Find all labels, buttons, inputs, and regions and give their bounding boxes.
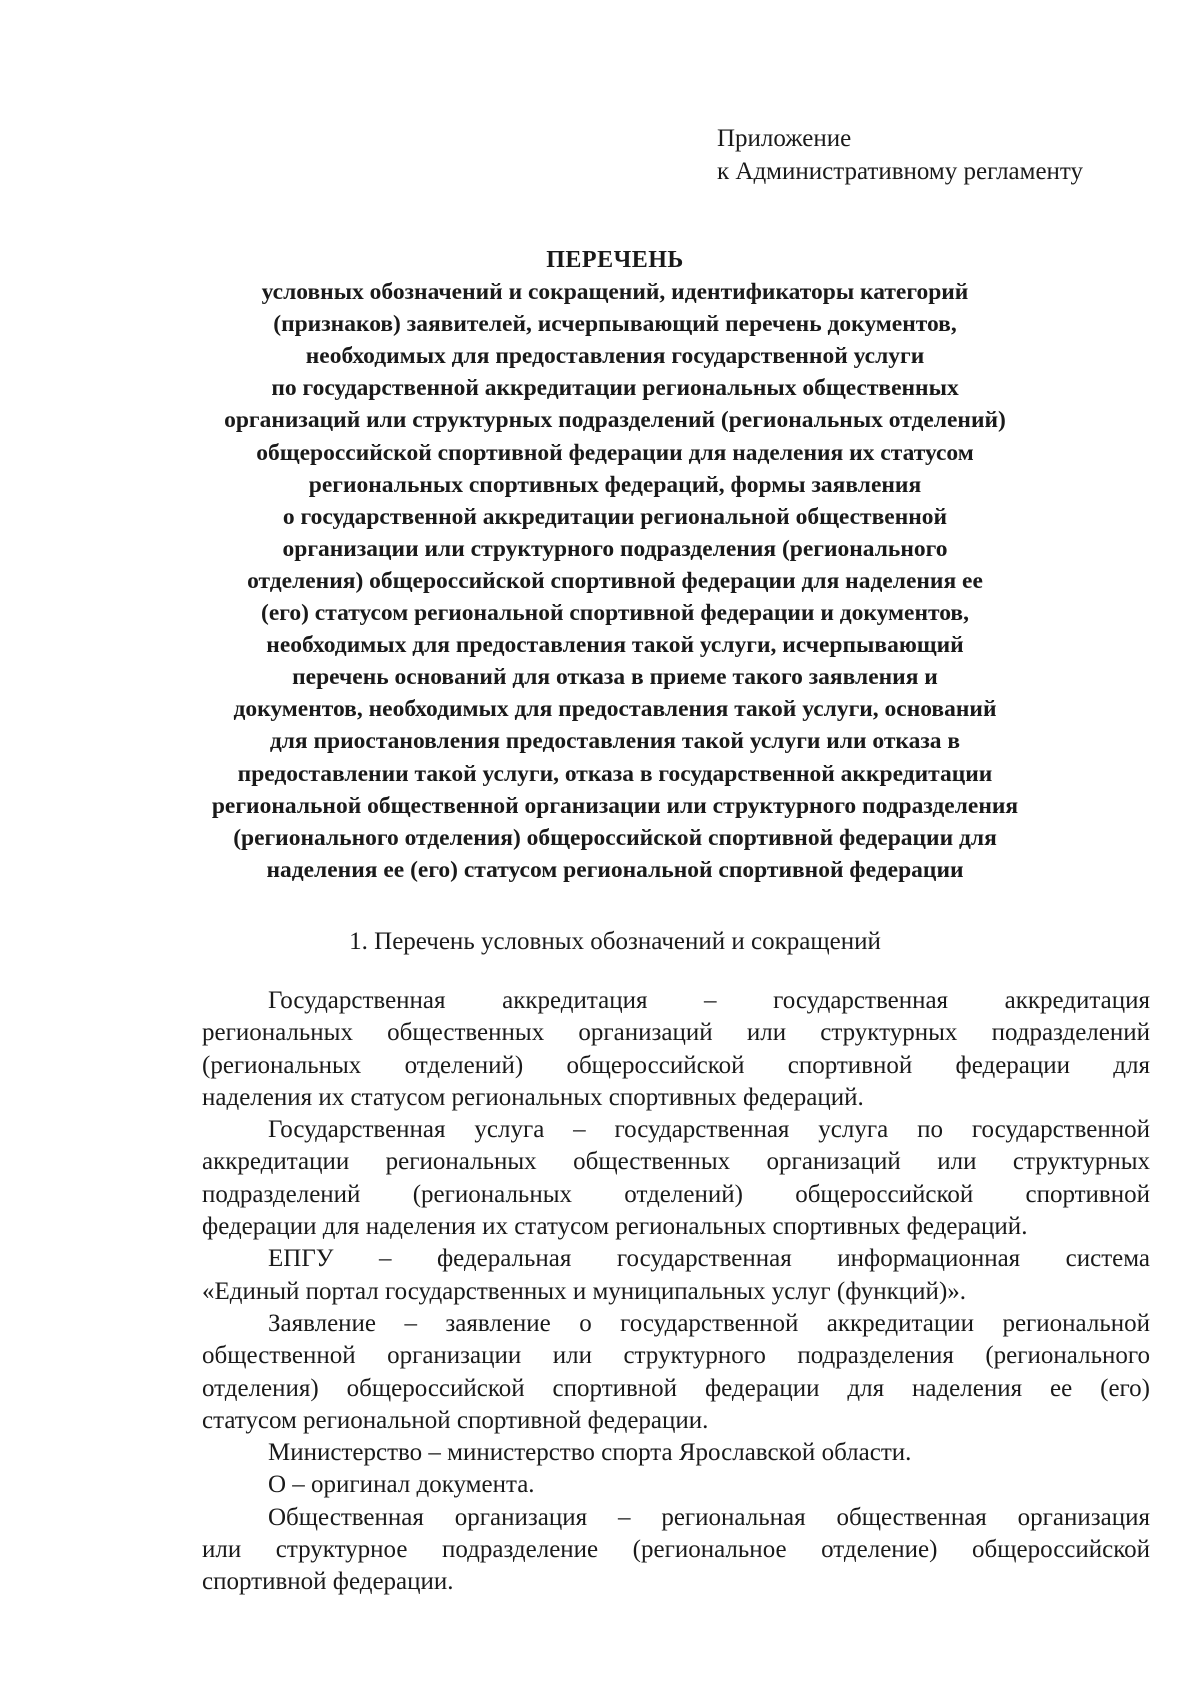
definition-paragraph xyxy=(202,1469,1150,1501)
definition-line: или структурное подразделение (региональное отделение) общероссийской xyxy=(202,1536,1150,1564)
definition-line: Государственная услуга – государственная услуга по государственной xyxy=(268,1116,1150,1144)
title-line: необходимых для предоставления государственной услуги xyxy=(305,343,925,370)
title-line: (признаков) заявителей, исчерпывающий перечень документов, xyxy=(273,311,957,338)
definition-line: подразделений (региональных отделений) общероссийской спортивной xyxy=(202,1180,1150,1208)
definition-line: ЕПГУ – федеральная государственная информационная система xyxy=(268,1245,1150,1273)
definition-line: спортивной федерации. xyxy=(202,1568,454,1596)
document-title xyxy=(180,244,1050,886)
definition-line: федерации для наделения их статусом региональных спортивных федераций. xyxy=(202,1213,1028,1241)
definition-paragraph xyxy=(202,1308,1150,1437)
title-heading: ПЕРЕЧЕНЬ xyxy=(546,247,684,273)
title-line: региональных спортивных федераций, формы заявления xyxy=(308,471,922,498)
title-line: необходимых для предоставления такой услуги, исчерпывающий xyxy=(266,632,964,659)
definition-line: Заявление – заявление о государственной аккредитации региональной xyxy=(268,1309,1150,1337)
definition-line: отделения) общероссийской спортивной федерации для наделения ее (его) xyxy=(202,1374,1150,1402)
definition-paragraph xyxy=(202,1502,1150,1599)
appendix-line: Приложение xyxy=(717,125,852,152)
title-line: наделения ее (его) статусом региональной спортивной федерации xyxy=(266,856,964,883)
title-line: перечень оснований для отказа в приеме такого заявления и xyxy=(292,664,938,691)
appendix-note xyxy=(717,122,1083,188)
title-line: документов, необходимых для предоставления такой услуги, оснований xyxy=(233,696,997,723)
definition-line: общественной организации или структурного подразделения (регионального xyxy=(202,1342,1150,1370)
definition-line: Государственная аккредитация – государственная аккредитация xyxy=(268,987,1150,1014)
definition-paragraph xyxy=(202,985,1150,1114)
title-line: о государственной аккредитации региональной общественной xyxy=(282,503,948,530)
definition-line: статусом региональной спортивной федерации. xyxy=(202,1406,709,1434)
title-line: (его) статусом региональной спортивной федерации и документов, xyxy=(261,600,969,627)
definition-line: наделения их статусом региональных спортивных федераций. xyxy=(202,1083,864,1111)
title-line: по государственной аккредитации региональных общественных xyxy=(271,375,959,402)
definition-line: (региональных отделений) общероссийской спортивной федерации для xyxy=(202,1051,1150,1079)
title-line: условных обозначений и сокращений, идентификаторы категорий xyxy=(261,279,969,306)
definition-paragraph xyxy=(202,1437,1150,1469)
title-line: региональной общественной организации или структурного подразделения xyxy=(211,792,1019,819)
appendix-line: к Административному регламенту xyxy=(717,158,1084,185)
title-line: общероссийской спортивной федерации для наделения их статусом xyxy=(256,439,974,466)
definition-line: Министерство – министерство спорта Ярославской области. xyxy=(268,1439,912,1467)
title-line: организаций или структурных подразделений (региональных отделений) xyxy=(224,407,1006,434)
definition-line: аккредитации региональных общественных организаций или структурных xyxy=(202,1148,1150,1176)
definition-paragraph xyxy=(202,1243,1150,1308)
definition-line: региональных общественных организаций или структурных подразделений xyxy=(202,1019,1150,1047)
definition-line: О – оригинал документа. xyxy=(268,1471,535,1499)
definition-paragraph xyxy=(202,1114,1150,1243)
definition-line: «Единый портал государственных и муниципальных услуг (функций)». xyxy=(202,1277,967,1305)
title-line: предоставлении такой услуги, отказа в государственной аккредитации xyxy=(237,760,993,787)
title-line: для приостановления предоставления такой услуги или отказа в xyxy=(269,728,961,755)
definition-line: Общественная организация – региональная общественная организация xyxy=(268,1503,1150,1531)
section-heading: 1. Перечень условных обозначений и сокращений xyxy=(349,928,881,955)
definitions-list xyxy=(202,985,1150,1599)
title-line: организации или структурного подразделения (регионального xyxy=(282,535,948,562)
title-line: отделения) общероссийской спортивной федерации для наделения ее xyxy=(247,567,983,594)
title-line: (регионального отделения) общероссийской спортивной федерации для xyxy=(233,824,997,851)
